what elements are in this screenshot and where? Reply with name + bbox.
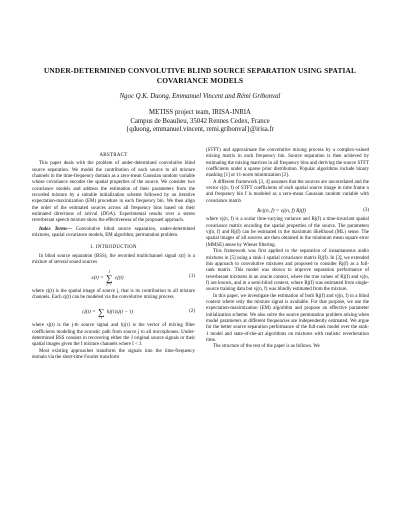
- intro-paragraph-2: where cj(t) is the spatial image of source j, that is its contribution to all mixture channels. Each cj(t) can be modeled via the convolutive mixing process: [32, 288, 195, 300]
- equation-1: [32, 270, 195, 286]
- index-terms: [32, 227, 195, 240]
- sum-lower-limit: τ: [100, 316, 102, 321]
- sum-lower-limit: j=1: [106, 281, 112, 286]
- right-paragraph-2: A different framework [3, 4] assumes that the sources are uncorrelated and the vector cj(n, f) of STFT coefficients of each spatial source image in time frame n and frequency bin f is modeled as a zero-mean Gaussian random variable with covariance matrix: [206, 179, 369, 204]
- right-column: [206, 148, 369, 351]
- right-paragraph-3: where vj(n, f) is a scalar time-varying variance and Rj(f) a time-invariant spatial covariance matrix encoding the spatial properties of the source. The parameters vj(n, f) and Rj(f) can be estimated in the maximum likelihood (ML) sense. The spatial images of all sources are then obtained in the minimum mean square error (MMSE) sense by Wiener filtering.: [206, 217, 369, 248]
- intro-paragraph-3: where sj(t) is the j-th source signal and hj(τ) is the vector of mixing filter coefficients modeling the acoustic path from source j to all microphones. Under-determined BSS consists in recovering either the J original source signals or their spatial images given the I mixture channels where I < J.: [32, 323, 195, 348]
- equation-1-rhs: cj(t): [114, 274, 124, 281]
- equation-1-lhs: x(t) =: [91, 274, 104, 281]
- right-paragraph-6: The structure of the rest of the paper is as follows. We: [213, 344, 320, 350]
- paper-title: UNDER-DETERMINED CONVOLUTIVE BLIND SOURCE SEPARATION USING SPATIAL COVARIANCE MODELS: [43, 66, 357, 85]
- sum-symbol: ∑ τ: [98, 307, 105, 321]
- affiliation-block: [20, 109, 380, 135]
- right-paragraph-5: In this paper, we investigate the estimation of both Rj(f) and vj(n, f) in a blind context where only the mixture signal is available. For that purpose, we use the expectation-maximization (EM) algorithm and propose an effective parameter initialization scheme. We also solve the source permutation problem arising when model parameters at different frequencies are independently estimated. We argue for the better source separation performance of the full-rank model over the rank-1 model and state-of-the-art algorithms on mixtures with realistic reverberation time.: [206, 293, 369, 343]
- equation-2: [32, 304, 195, 320]
- intro-heading: 1. INTRODUCTION: [90, 244, 137, 251]
- equation-3-number: (3): [363, 208, 369, 214]
- equation-1-number: (1): [189, 274, 195, 280]
- equation-2-number: (2): [189, 309, 195, 315]
- equation-2-rhs: hj(τ)sj(t − τ): [106, 309, 133, 316]
- index-terms-label: Index Terms—: [39, 226, 72, 232]
- equation-2-lhs: cj(t) =: [81, 309, 96, 316]
- equation-3-body: Rcj(n, f) = vj(n, f) Rj(f): [257, 208, 306, 215]
- right-paragraph-4: This framework was first applied to the separation of instantaneous audio mixtures in [5] using a rank-1 spatial covariance matrix Rj(f). In [3], we extended this approach to convolutive mixtures and proposed to consider Rj(f) as a full-rank matrix. This model was shown to improve separation performance of reverberant mixtures in an oracle context, where the true values of Rj(f) and vj(n, f) are known, and in a semi-blind context, where Rj(f) was estimated from single-source training data but vj(n, f) was blindly estimated from the mixture.: [206, 249, 369, 293]
- abstract-text: This paper deals with the problem of under-determined convolutive blind source separation. We model the contribution of each source to all mixture channels in the time-frequency domain as a zero-mean Gaussian random variable whose covariance encodes the spatial properties of the source. We consider two covariance models and address the estimation of their parameters from the recorded mixture by a suitable initialization scheme followed by an iterative expectation-maximization (EM) procedure in each frequency bin. We then align the order of the estimated sources across all frequency bins based on their estimated directions of arrival (DOA). Experimental results over a stereo reverberant speech mixture show the effectiveness of the proposed approach.: [32, 161, 195, 224]
- sum-symbol: J ∑ j=1: [106, 269, 113, 286]
- intro-paragraph-1: In blind source separation (BSS), the recorded multichannel signal x(t) is a mixture of several sound sources: [32, 253, 195, 266]
- abstract-heading: ABSTRACT: [99, 152, 128, 158]
- paper-authors: Ngoc Q.K. Duong, Emmanuel Vincent and Rémi Gribonval: [119, 93, 281, 100]
- sum-upper-limit: J: [108, 269, 111, 274]
- affiliation-address: Campus de Beaulieu, 35042 Rennes Cedex, France: [130, 117, 270, 125]
- index-terms-text: Convolutive blind source separation, under-determined mixtures, spatial covariance models, EM algorithm, permutation problem.: [32, 226, 195, 239]
- left-column: [32, 150, 195, 361]
- affiliation-team: METISS project team, IRISA-INRIA: [149, 109, 251, 116]
- equation-3: [206, 208, 369, 214]
- intro-paragraph-4: Most existing approaches transform the signals into the time-frequency domain via the short-time Fourier transform: [32, 348, 195, 360]
- affiliation-emails: {qduong, emmanuel.vincent, remi.gribonval}@irisa.fr: [125, 126, 275, 134]
- right-paragraph-1: (STFT) and approximate the convolutive mixing process by a complex-valued mixing matrix in each frequency bin. Source separation is then achieved by estimating the mixing matrices in all frequency bins and deriving the source STFT coefficients under a sparse prior distribution. Popular algorithms include binary masking [1] or ℓ1-norm minimization [2].: [206, 148, 369, 179]
